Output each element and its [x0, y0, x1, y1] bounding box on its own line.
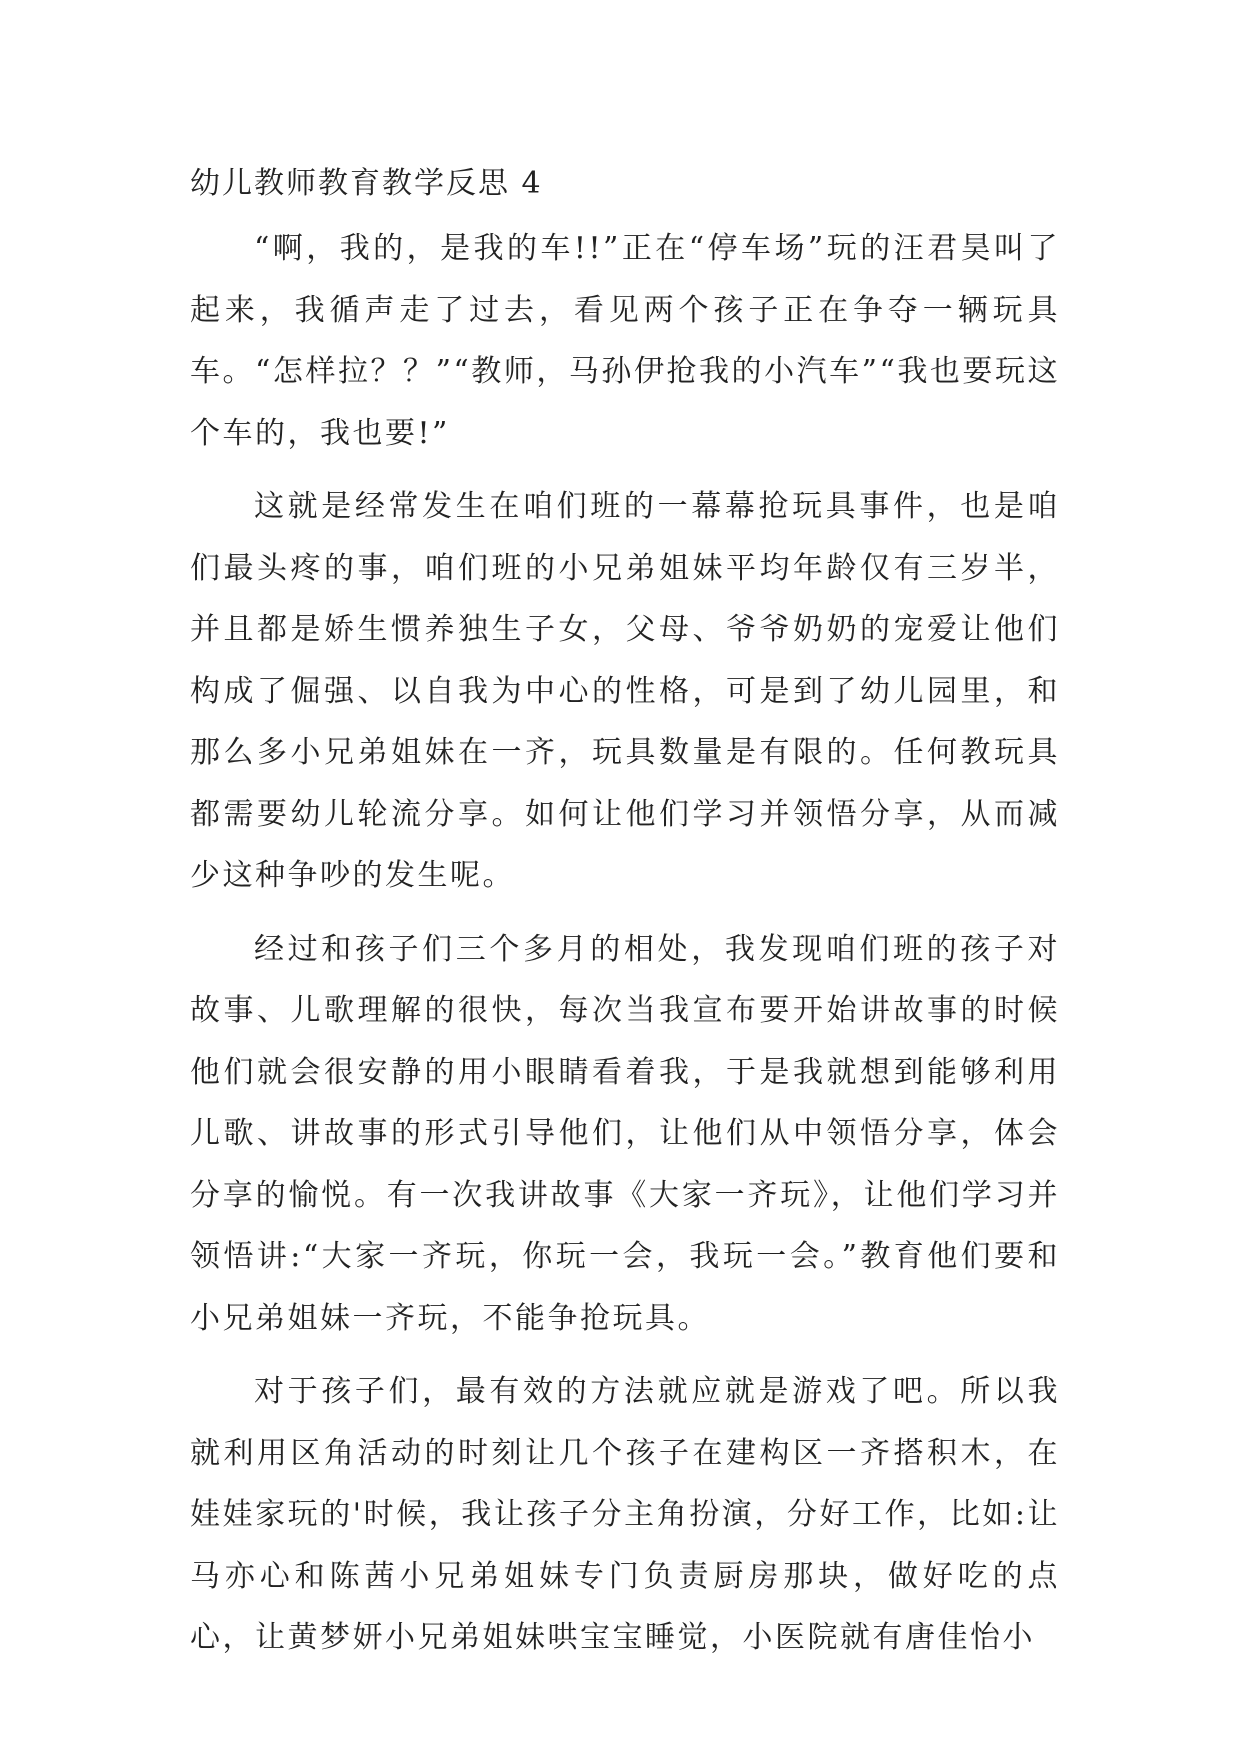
paragraph-4: 对于孩子们，最有效的方法就应就是游戏了吧。所以我就利用区角活动的时刻让几个孩子在建构区一齐搭积木，在娃娃家玩的'时候，我让孩子分主角扮演，分好工作，比如:让马亦心和陈茜小兄弟姐妹专门负责厨房那块，做好吃的点心，让黄梦妍小兄弟姐妹哄宝宝睡觉，小医院就有唐佳怡小: [190, 1374, 1060, 1655]
paragraph-2: 这就是经常发生在咱们班的一幕幕抢玩具事件，也是咱们最头疼的事，咱们班的小兄弟姐妹平均年龄仅有三岁半，并且都是娇生惯养独生子女，父母、爷爷奶奶的宠爱让他们构成了倔强、以自我为中心的性格，可是到了幼儿园里，和那么多小兄弟姐妹在一齐，玩具数量是有限的。任何教玩具都需要幼儿轮流分享。如何让他们学习并领悟分享，从而减少这种争吵的发生呢。: [190, 489, 1060, 893]
document-body: [190, 218, 1060, 1681]
paragraph-3: 经过和孩子们三个多月的相处，我发现咱们班的孩子对故事、儿歌理解的很快，每次当我宣布要开始讲故事的时候他们就会很安静的用小眼睛看着我，于是我就想到能够利用儿歌、讲故事的形式引导他们，让他们从中领悟分享，体会分享的愉悦。有一次我讲故事《大家一齐玩》，让他们学习并领悟讲:“大家一齐玩，你玩一会，我玩一会。”教育他们要和小兄弟姐妹一齐玩，不能争抢玩具。: [190, 931, 1060, 1336]
paragraph-1: “啊，我的，是我的车!!”正在“停车场”玩的汪君昊叫了起来，我循声走了过去，看见两个孩子正在争夺一辆玩具车。“怎样拉？？”“教师，马孙伊抢我的小汽车”“我也要玩这个车的，我也要!”: [190, 231, 1060, 451]
document-title: 幼儿教师教育教学反思 4: [190, 166, 543, 201]
